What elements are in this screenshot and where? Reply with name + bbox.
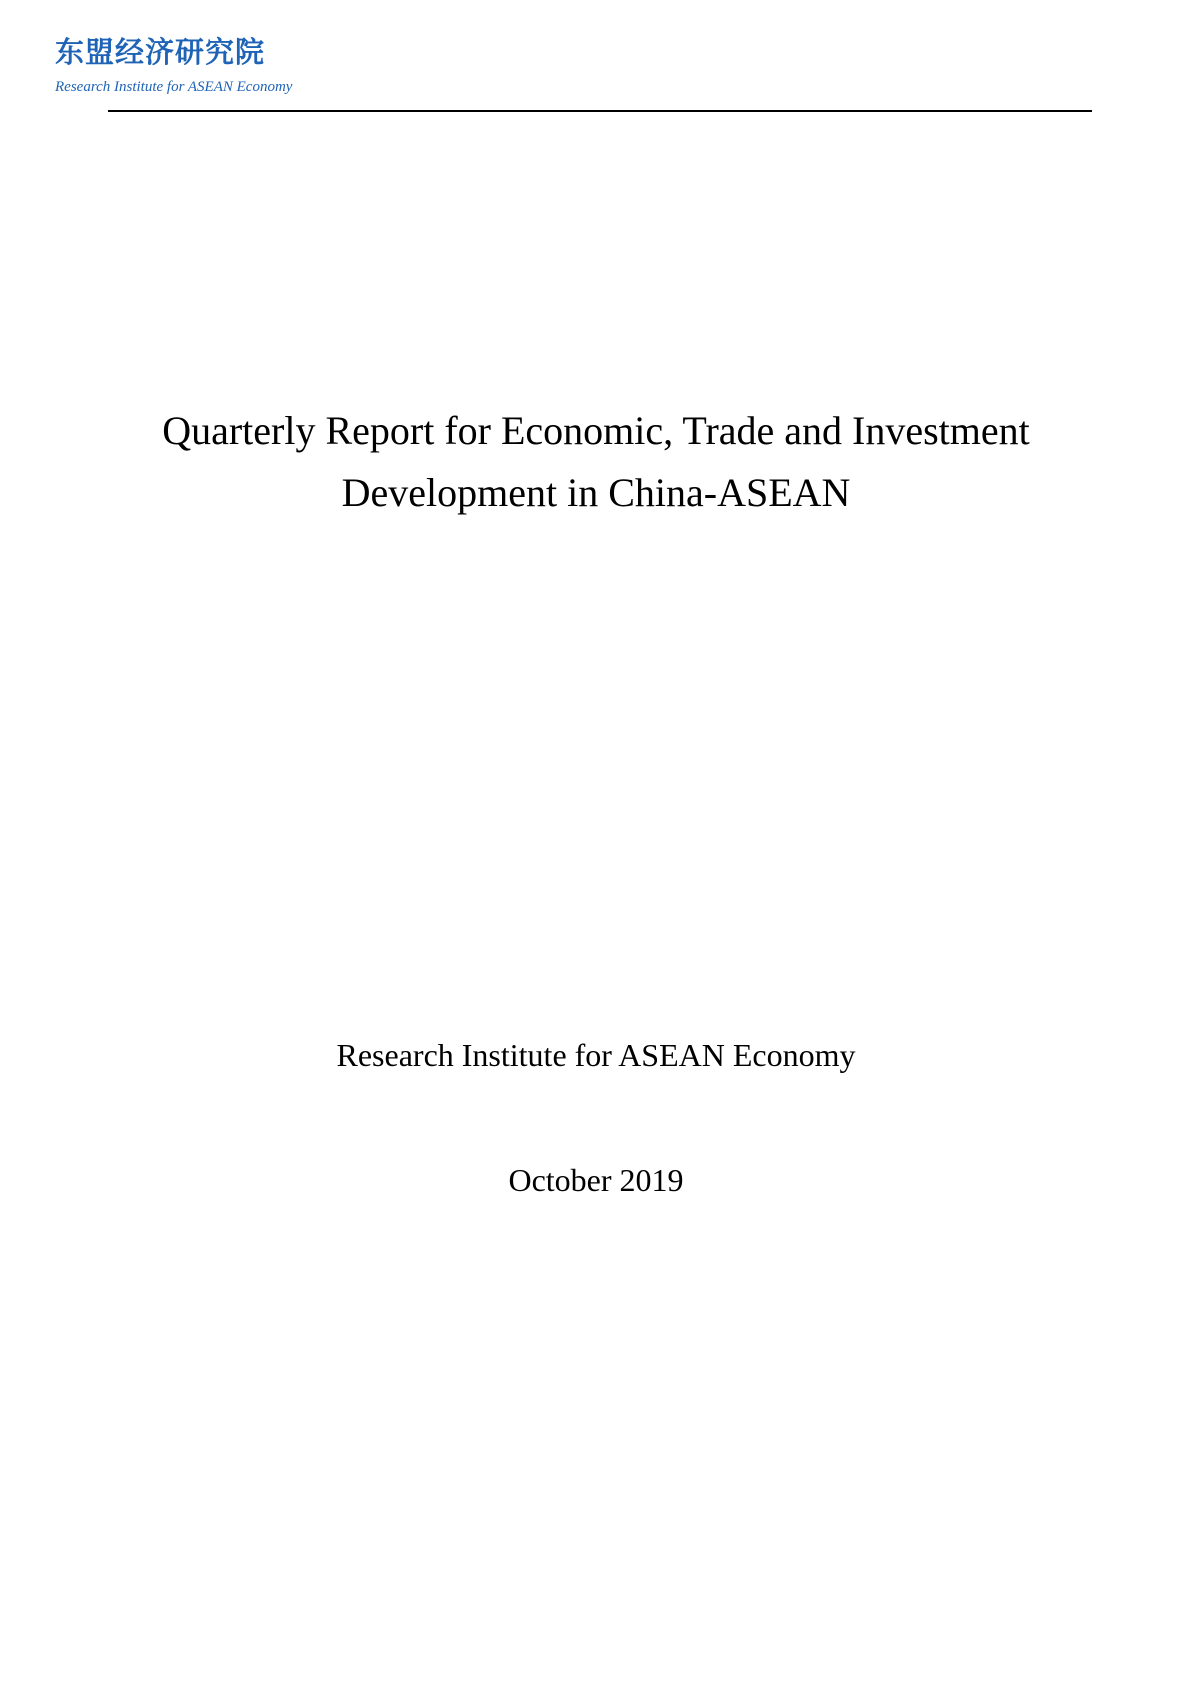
report-author: Research Institute for ASEAN Economy bbox=[336, 1037, 856, 1073]
report-date: October 2019 bbox=[508, 1162, 684, 1198]
report-title bbox=[96, 400, 1096, 524]
page-header bbox=[55, 34, 1095, 114]
organization-name-chinese: 东盟经济研究院 bbox=[55, 35, 266, 69]
header-divider bbox=[108, 110, 1092, 112]
report-title-line-1: Quarterly Report for Economic, Trade and Investment bbox=[162, 408, 1030, 453]
organization-name-english: Research Institute for ASEAN Economy bbox=[55, 79, 293, 95]
report-title-line-2: Development in China-ASEAN bbox=[341, 470, 851, 515]
